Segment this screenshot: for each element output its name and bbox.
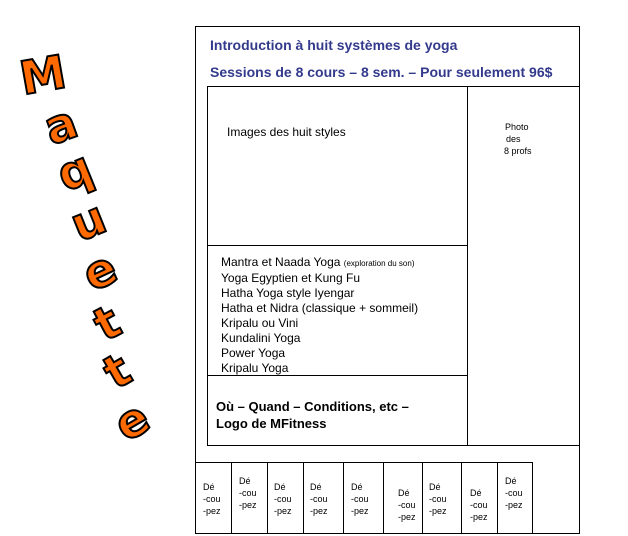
wordart-letter-a: a xyxy=(36,94,85,156)
coupon-text xyxy=(398,487,416,523)
coupon-text xyxy=(310,481,328,517)
style-note: (exploration du son) xyxy=(343,259,415,268)
style-name: Power Yoga xyxy=(221,346,286,360)
coupon-text xyxy=(239,475,257,511)
coupon-line: -pez xyxy=(310,506,328,516)
images-label: Images des huit styles xyxy=(227,125,346,139)
style-name: Kundalini Yoga xyxy=(221,331,301,345)
coupon-text xyxy=(203,481,221,517)
style-name: Kripalu ou Vini xyxy=(221,316,299,330)
coupon-line: -pez xyxy=(429,506,447,516)
flyer-subtitle: Sessions de 8 cours – 8 sem. – Pour seulement 96$ xyxy=(210,64,553,80)
coupon-text xyxy=(351,481,369,517)
coupon-line: -cou xyxy=(239,488,257,498)
style-name: Hatha Yoga style Iyengar xyxy=(221,286,355,300)
coupon-line: -cou xyxy=(470,500,488,510)
coupon-line: Dé xyxy=(310,482,322,492)
coupon-line: -cou xyxy=(398,500,416,510)
coupon-line: -cou xyxy=(505,488,523,498)
coupon-line: -pez xyxy=(203,506,221,516)
info-line: Logo de MFitness xyxy=(216,416,327,431)
coupon-text xyxy=(274,481,292,517)
photo-line: 8 profs xyxy=(504,146,532,156)
photo-line: des xyxy=(506,134,521,144)
wordart-letter-t: t xyxy=(84,293,130,353)
images-box xyxy=(207,86,468,246)
coupon-line: Dé xyxy=(429,482,441,492)
coupon-line: -pez xyxy=(239,500,257,510)
coupon-line: Dé xyxy=(274,482,286,492)
wordart-letter-q: q xyxy=(49,139,100,203)
style-name: Kripalu Yoga xyxy=(221,361,289,375)
list-item xyxy=(221,346,418,361)
flyer-title: Introduction à huit systèmes de yoga xyxy=(210,37,458,53)
coupon-line: -pez xyxy=(505,500,523,510)
list-item xyxy=(221,255,418,271)
coupon-line: -pez xyxy=(351,506,369,516)
coupon-line: Dé xyxy=(203,482,215,492)
coupon-line: Dé xyxy=(470,488,482,498)
coupon-text xyxy=(505,475,523,511)
wordart-letter-e2: e xyxy=(104,389,159,453)
coupon-line: -cou xyxy=(429,494,447,504)
coupon-line: Dé xyxy=(505,476,517,486)
list-item xyxy=(221,361,418,376)
coupon-line: -cou xyxy=(351,494,369,504)
coupon-line: Dé xyxy=(351,482,363,492)
photo-line: Photo xyxy=(505,122,529,132)
coupon-line: -cou xyxy=(310,494,328,504)
list-item xyxy=(221,286,418,301)
styles-list xyxy=(221,255,418,376)
coupon-line: -cou xyxy=(274,494,292,504)
list-item xyxy=(221,331,418,346)
list-item xyxy=(221,316,418,331)
coupon-line: -pez xyxy=(398,512,416,522)
style-name: Yoga Egyptien et Kung Fu xyxy=(221,271,360,285)
coupon-line: -cou xyxy=(203,494,221,504)
coupon-line: -pez xyxy=(274,506,292,516)
wordart-letter-e: e xyxy=(74,239,126,303)
wordart-letter-u: u xyxy=(63,189,114,253)
list-item xyxy=(221,301,418,316)
wordart-letter-t2: t xyxy=(93,342,141,400)
style-name: Hatha et Nidra (classique + sommeil) xyxy=(221,301,419,315)
list-item xyxy=(221,271,418,286)
photo-label xyxy=(505,121,532,157)
coupon-line: -pez xyxy=(470,512,488,522)
style-name: Mantra et Naada Yoga xyxy=(221,255,341,269)
coupon-text xyxy=(429,481,447,517)
wordart-letter-m: M xyxy=(15,44,71,106)
coupon-text xyxy=(470,487,488,523)
coupon-line: Dé xyxy=(398,488,410,498)
coupon-line: Dé xyxy=(239,476,251,486)
info-line: Où – Quand – Conditions, etc – xyxy=(216,399,409,414)
maquette-wordart xyxy=(0,0,190,536)
info-text xyxy=(216,398,409,432)
